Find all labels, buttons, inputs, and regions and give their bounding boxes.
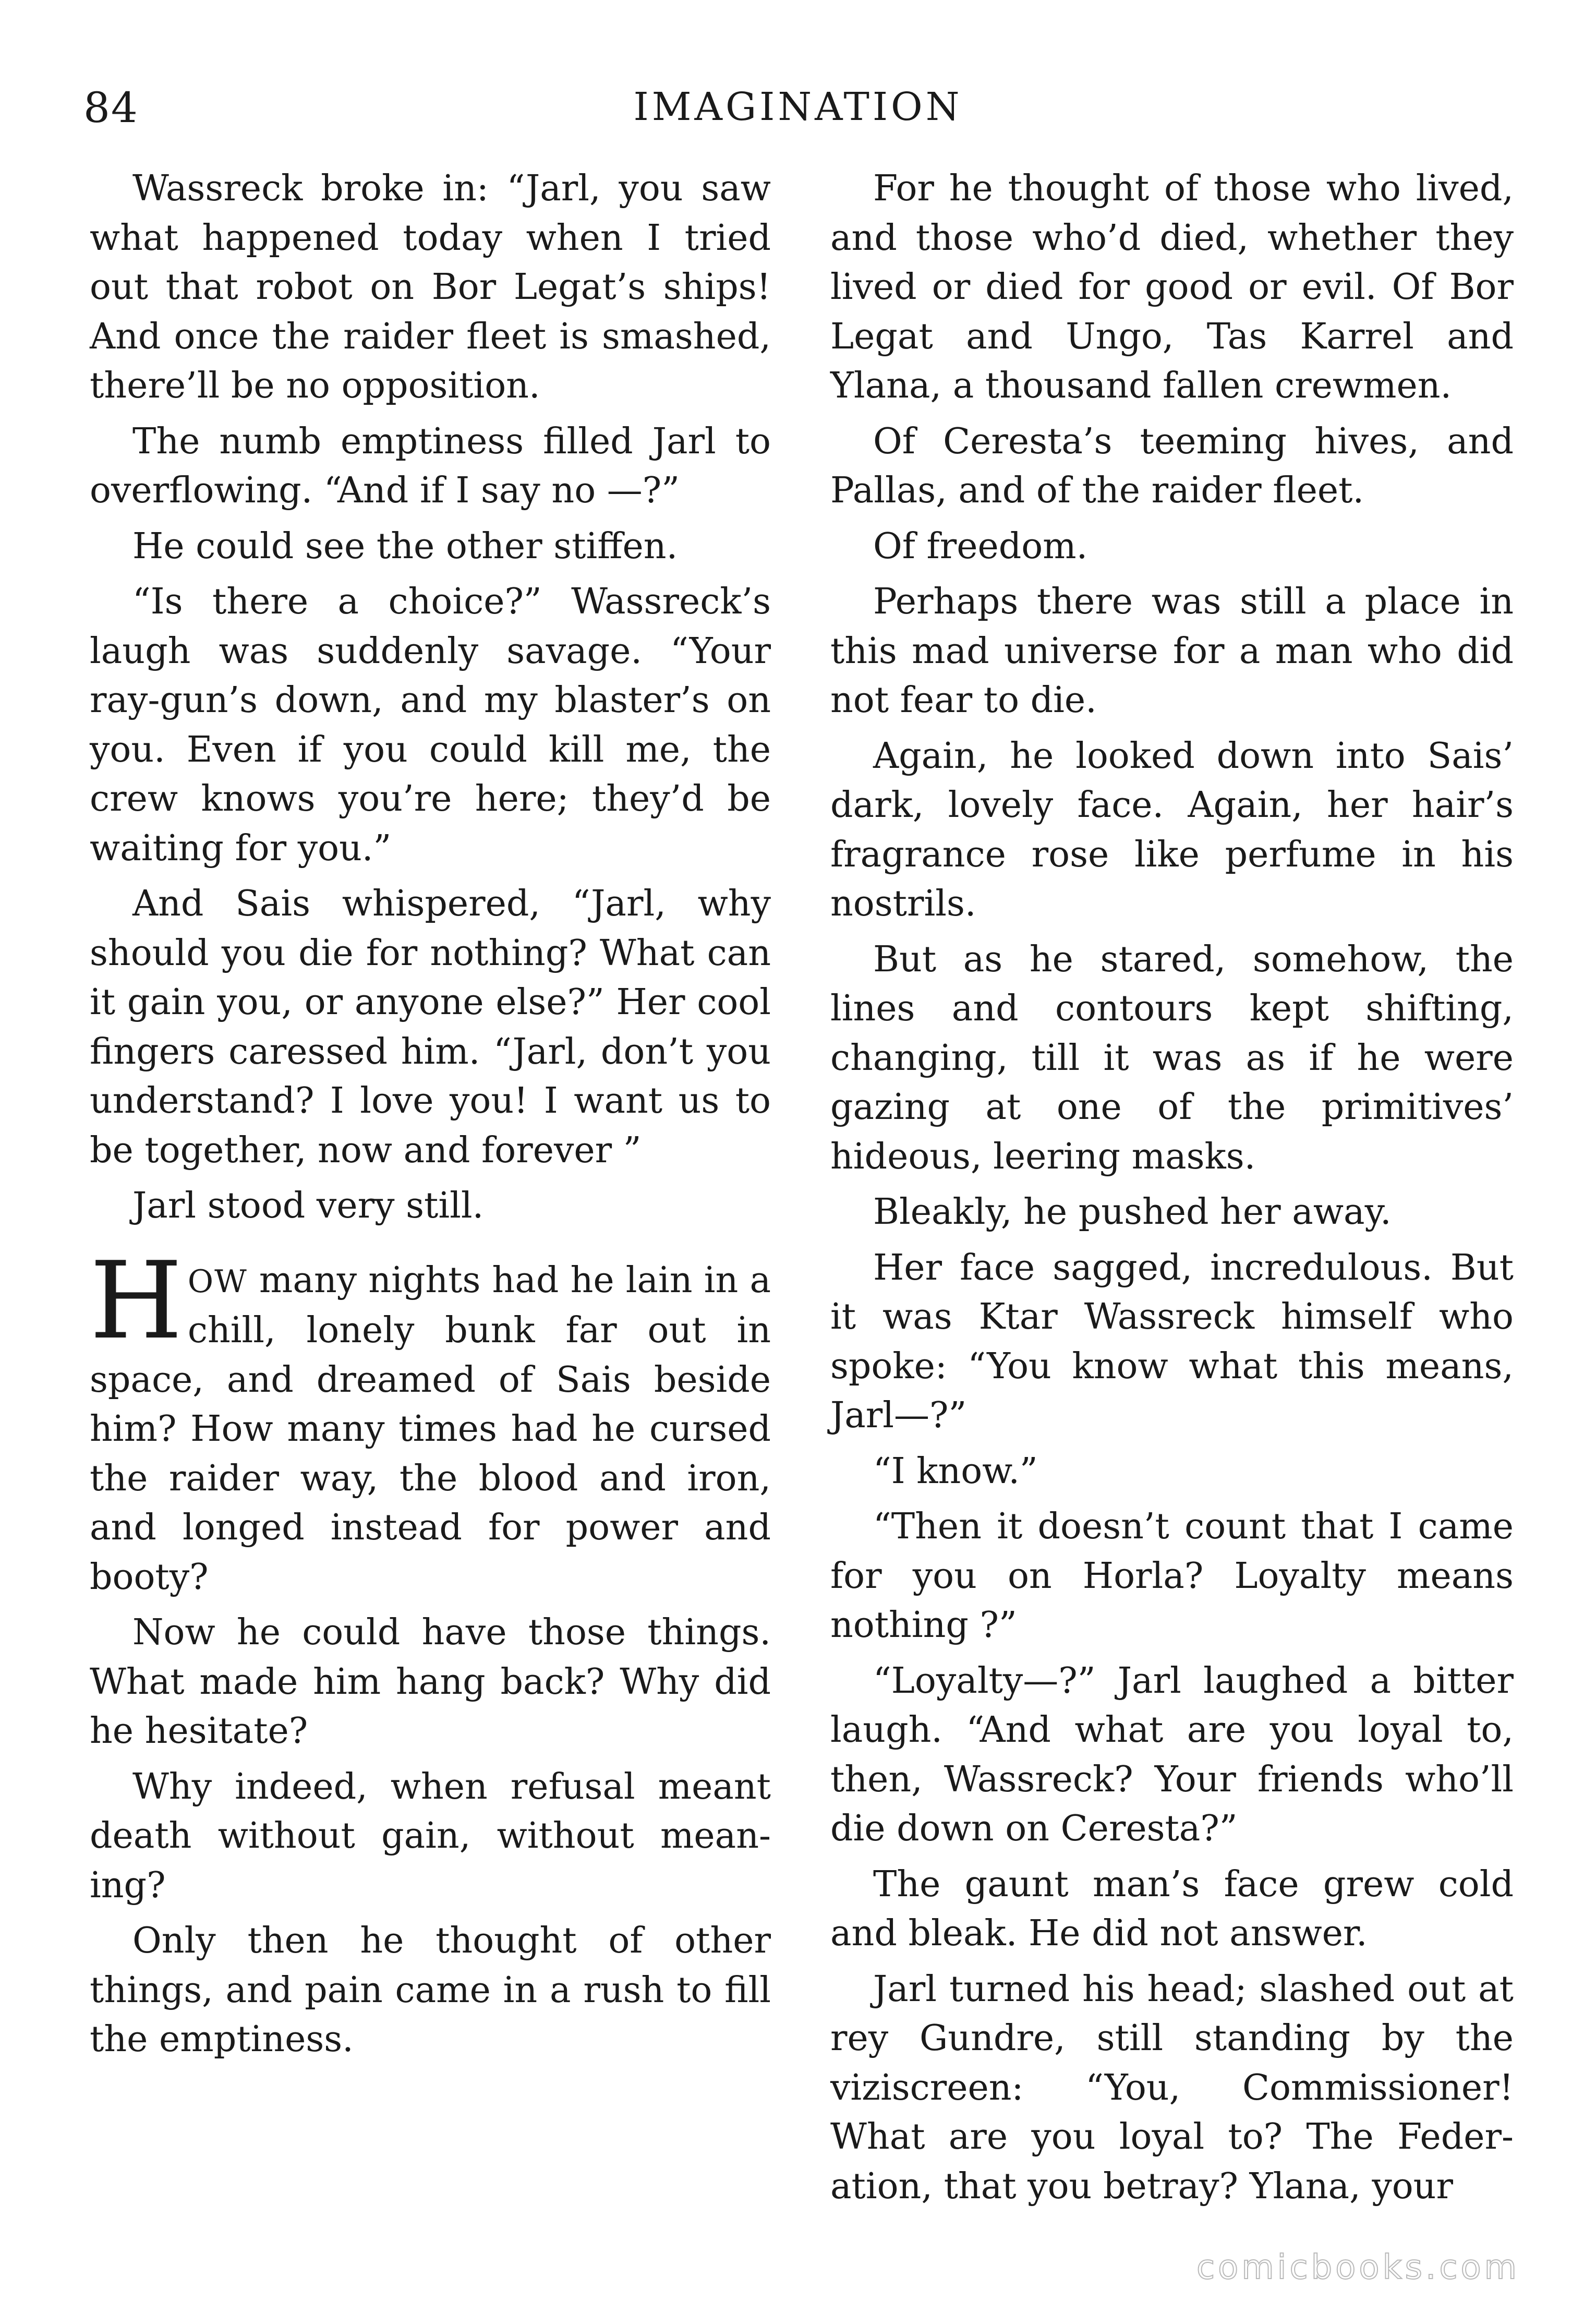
paragraph: The numb emptiness filled Jarl to overflowing. “And if I say no —?” [90, 420, 771, 511]
paragraph: Now he could have those things. What made him hang back? Why did he hesitate? [90, 1612, 771, 1752]
paragraph: Her face sagged, incredulous. But it was Ktar Wassreck himself who spoke: “You know what this means, Jarl—?” [830, 1247, 1514, 1436]
paragraph: Of freedom. [873, 525, 1088, 567]
paragraph: Only then he thought of other things, and pain came in a rush to fill the emptiness. [90, 1920, 771, 2060]
paragraph: Again, he looked down into Sais’ dark, lovely face. Again, her hair’s fragrance rose like perfume in his nostrils. [830, 735, 1514, 924]
paragraph: But as he stared, somehow, the lines and contours kept shifting, changing, till it was as if he were gazing at one of the primitives’ hideous, leering masks. [830, 938, 1514, 1177]
right-column [830, 164, 1514, 2218]
paragraph-text: many nights had he lain in a chill, lonely bunk far out in space, and dreamed of Sais beside him? How many times had he cursed the raider way, the blood and iron, and longed instead for power and booty? [90, 1259, 771, 1598]
page-header [0, 78, 1596, 141]
lead-in-caps: OW [187, 1263, 248, 1300]
paragraph: Jarl stood very still. [132, 1185, 484, 1226]
watermark: comicbooks.com [1196, 2248, 1520, 2287]
paragraph: Why indeed, when refusal meant death without gain, without meaning? [90, 1766, 771, 1906]
section-opening-paragraph [90, 1239, 771, 1603]
left-column [90, 164, 771, 2071]
paragraph: “Is there a choice?” Wassreck’s laugh was suddenly savage. “Your ray-gun’s down, and my blaster’s on you. Even if you could kill me, the crew knows you’re here; they’d be waiting for you.” [90, 581, 771, 869]
drop-cap: H [90, 1239, 183, 1363]
paragraph: He could see the other stiffen. [132, 525, 678, 567]
paragraph: Jarl turned his head; slashed out at rey Gundre, still standing by the viziscreen: “You, Commissioner! What are you loyal to? The Federation, that you betray? Ylana, your [830, 1968, 1514, 2207]
paragraph: “Loyalty—?” Jarl laughed a bitter laugh. “And what are you loyal to, then, Wassreck? Your friends who’ll die down on Ceresta?” [830, 1660, 1514, 1849]
paragraph: For he thought of those who lived, and those who’d died, whether they lived or died for good or evil. Of Bor Legat and Ungo, Tas Karrel and Ylana, a thousand fallen crewmen. [830, 168, 1514, 406]
paragraph: Wassreck broke in: “Jarl, you saw what happened today when I tried out that robot on Bor Legat’s ships! And once the raider fleet is smashed, there’ll be no opposition. [90, 168, 771, 406]
paragraph: “Then it doesn’t count that I came for you on Horla? Loyalty means nothing ?” [830, 1506, 1514, 1646]
page-number: 84 [83, 83, 139, 132]
running-title: IMAGINATION [633, 85, 963, 129]
paragraph: “I know.” [873, 1450, 1038, 1492]
paragraph: The gaunt man’s face grew cold and bleak. He did not answer. [830, 1863, 1514, 1954]
paragraph: Of Ceresta’s teeming hives, and Pallas, and of the raider fleet. [830, 420, 1514, 511]
paragraph: Bleakly, he pushed her away. [873, 1191, 1392, 1233]
paragraph: And Sais whispered, “Jarl, why should you die for nothing? What can it gain you, or anyone else?” Her cool fingers caressed him. “Jarl, don’t you understand? I love you! I want us to be together, now and forever ” [90, 883, 771, 1171]
paragraph: Perhaps there was still a place in this mad universe for a man who did not fear to die. [830, 581, 1514, 721]
